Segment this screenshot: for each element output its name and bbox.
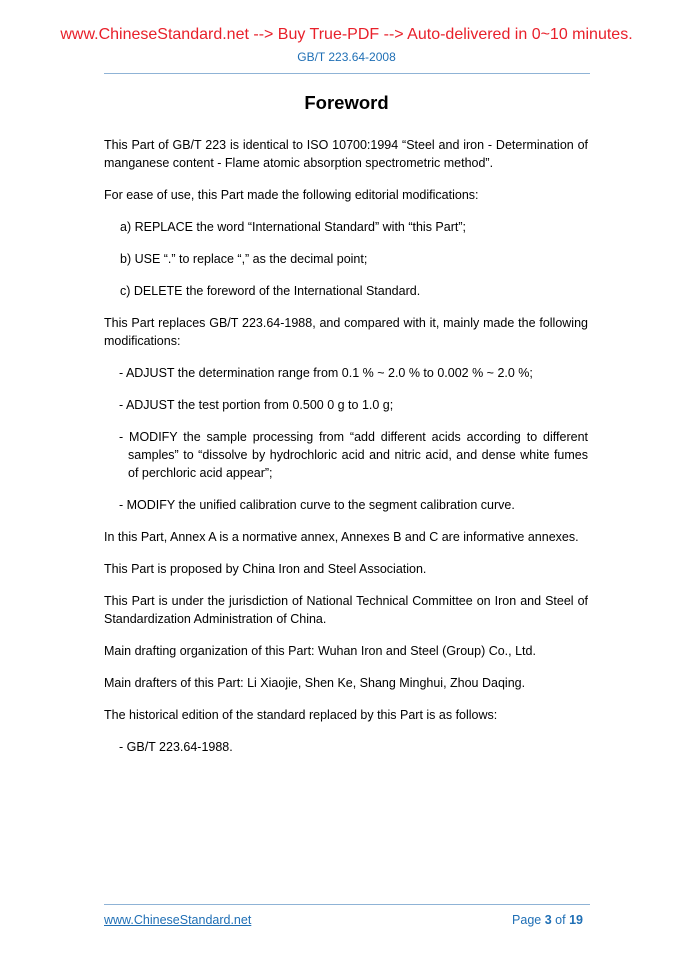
- page-indicator: [512, 913, 583, 927]
- promo-banner[interactable]: www.ChineseStandard.net --> Buy True-PDF --> Auto-delivered in 0~10 minutes.: [60, 26, 633, 43]
- page-of-label: of: [555, 913, 566, 927]
- paragraph-annexes: In this Part, Annex A is a normative annex, Annexes B and C are informative annexes.: [104, 530, 579, 544]
- footer-website-link[interactable]: www.ChineseStandard.net: [104, 913, 252, 927]
- header-divider: [104, 73, 590, 74]
- list-item-mod-3: - MODIFY the sample processing from “add different acids according to different samples” to “dissolve by hydrochloric acid and nitric acid, and dense white fumes of perchloric acid appear”;: [119, 430, 588, 480]
- page-label: Page: [512, 913, 542, 927]
- paragraph-editorial-intro: For ease of use, this Part made the following editorial modifications:: [104, 188, 479, 202]
- page-current: 3: [544, 913, 552, 927]
- foreword-body: [104, 136, 588, 770]
- standard-number: GB/T 223.64-2008: [297, 50, 396, 64]
- list-item-history-1: - GB/T 223.64-1988.: [119, 740, 233, 754]
- page-total: 19: [569, 913, 583, 927]
- paragraph-history-intro: The historical edition of the standard replaced by this Part is as follows:: [104, 708, 498, 722]
- paragraph-drafting-org: Main drafting organization of this Part: Wuhan Iron and Steel (Group) Co., Ltd.: [104, 644, 536, 658]
- footer-divider: [104, 904, 590, 905]
- list-item-mod-2: - ADJUST the test portion from 0.500 0 g to 1.0 g;: [119, 398, 394, 412]
- list-item-edit-c: c) DELETE the foreword of the International Standard.: [120, 284, 421, 298]
- paragraph-identical: This Part of GB/T 223 is identical to ISO 10700:1994 “Steel and iron - Determination of manganese content - Flame atomic absorption spectrometric method”.: [104, 138, 588, 170]
- paragraph-jurisdiction: This Part is under the jurisdiction of National Technical Committee on Iron and Steel of Standardization Administration of China.: [104, 594, 588, 626]
- list-item-mod-1: - ADJUST the determination range from 0.1 % ~ 2.0 % to 0.002 % ~ 2.0 %;: [119, 366, 533, 380]
- list-item-edit-a: a) REPLACE the word “International Standard” with “this Part”;: [120, 220, 466, 234]
- list-item-edit-b: b) USE “.” to replace “,” as the decimal point;: [120, 252, 368, 266]
- paragraph-drafters: Main drafters of this Part: Li Xiaojie, Shen Ke, Shang Minghui, Zhou Daqing.: [104, 676, 526, 690]
- paragraph-replaces: This Part replaces GB/T 223.64-1988, and compared with it, mainly made the following modifications:: [104, 316, 588, 348]
- paragraph-proposed: This Part is proposed by China Iron and Steel Association.: [104, 562, 427, 576]
- list-item-mod-4: - MODIFY the unified calibration curve to the segment calibration curve.: [119, 498, 515, 512]
- page-title: Foreword: [304, 92, 389, 113]
